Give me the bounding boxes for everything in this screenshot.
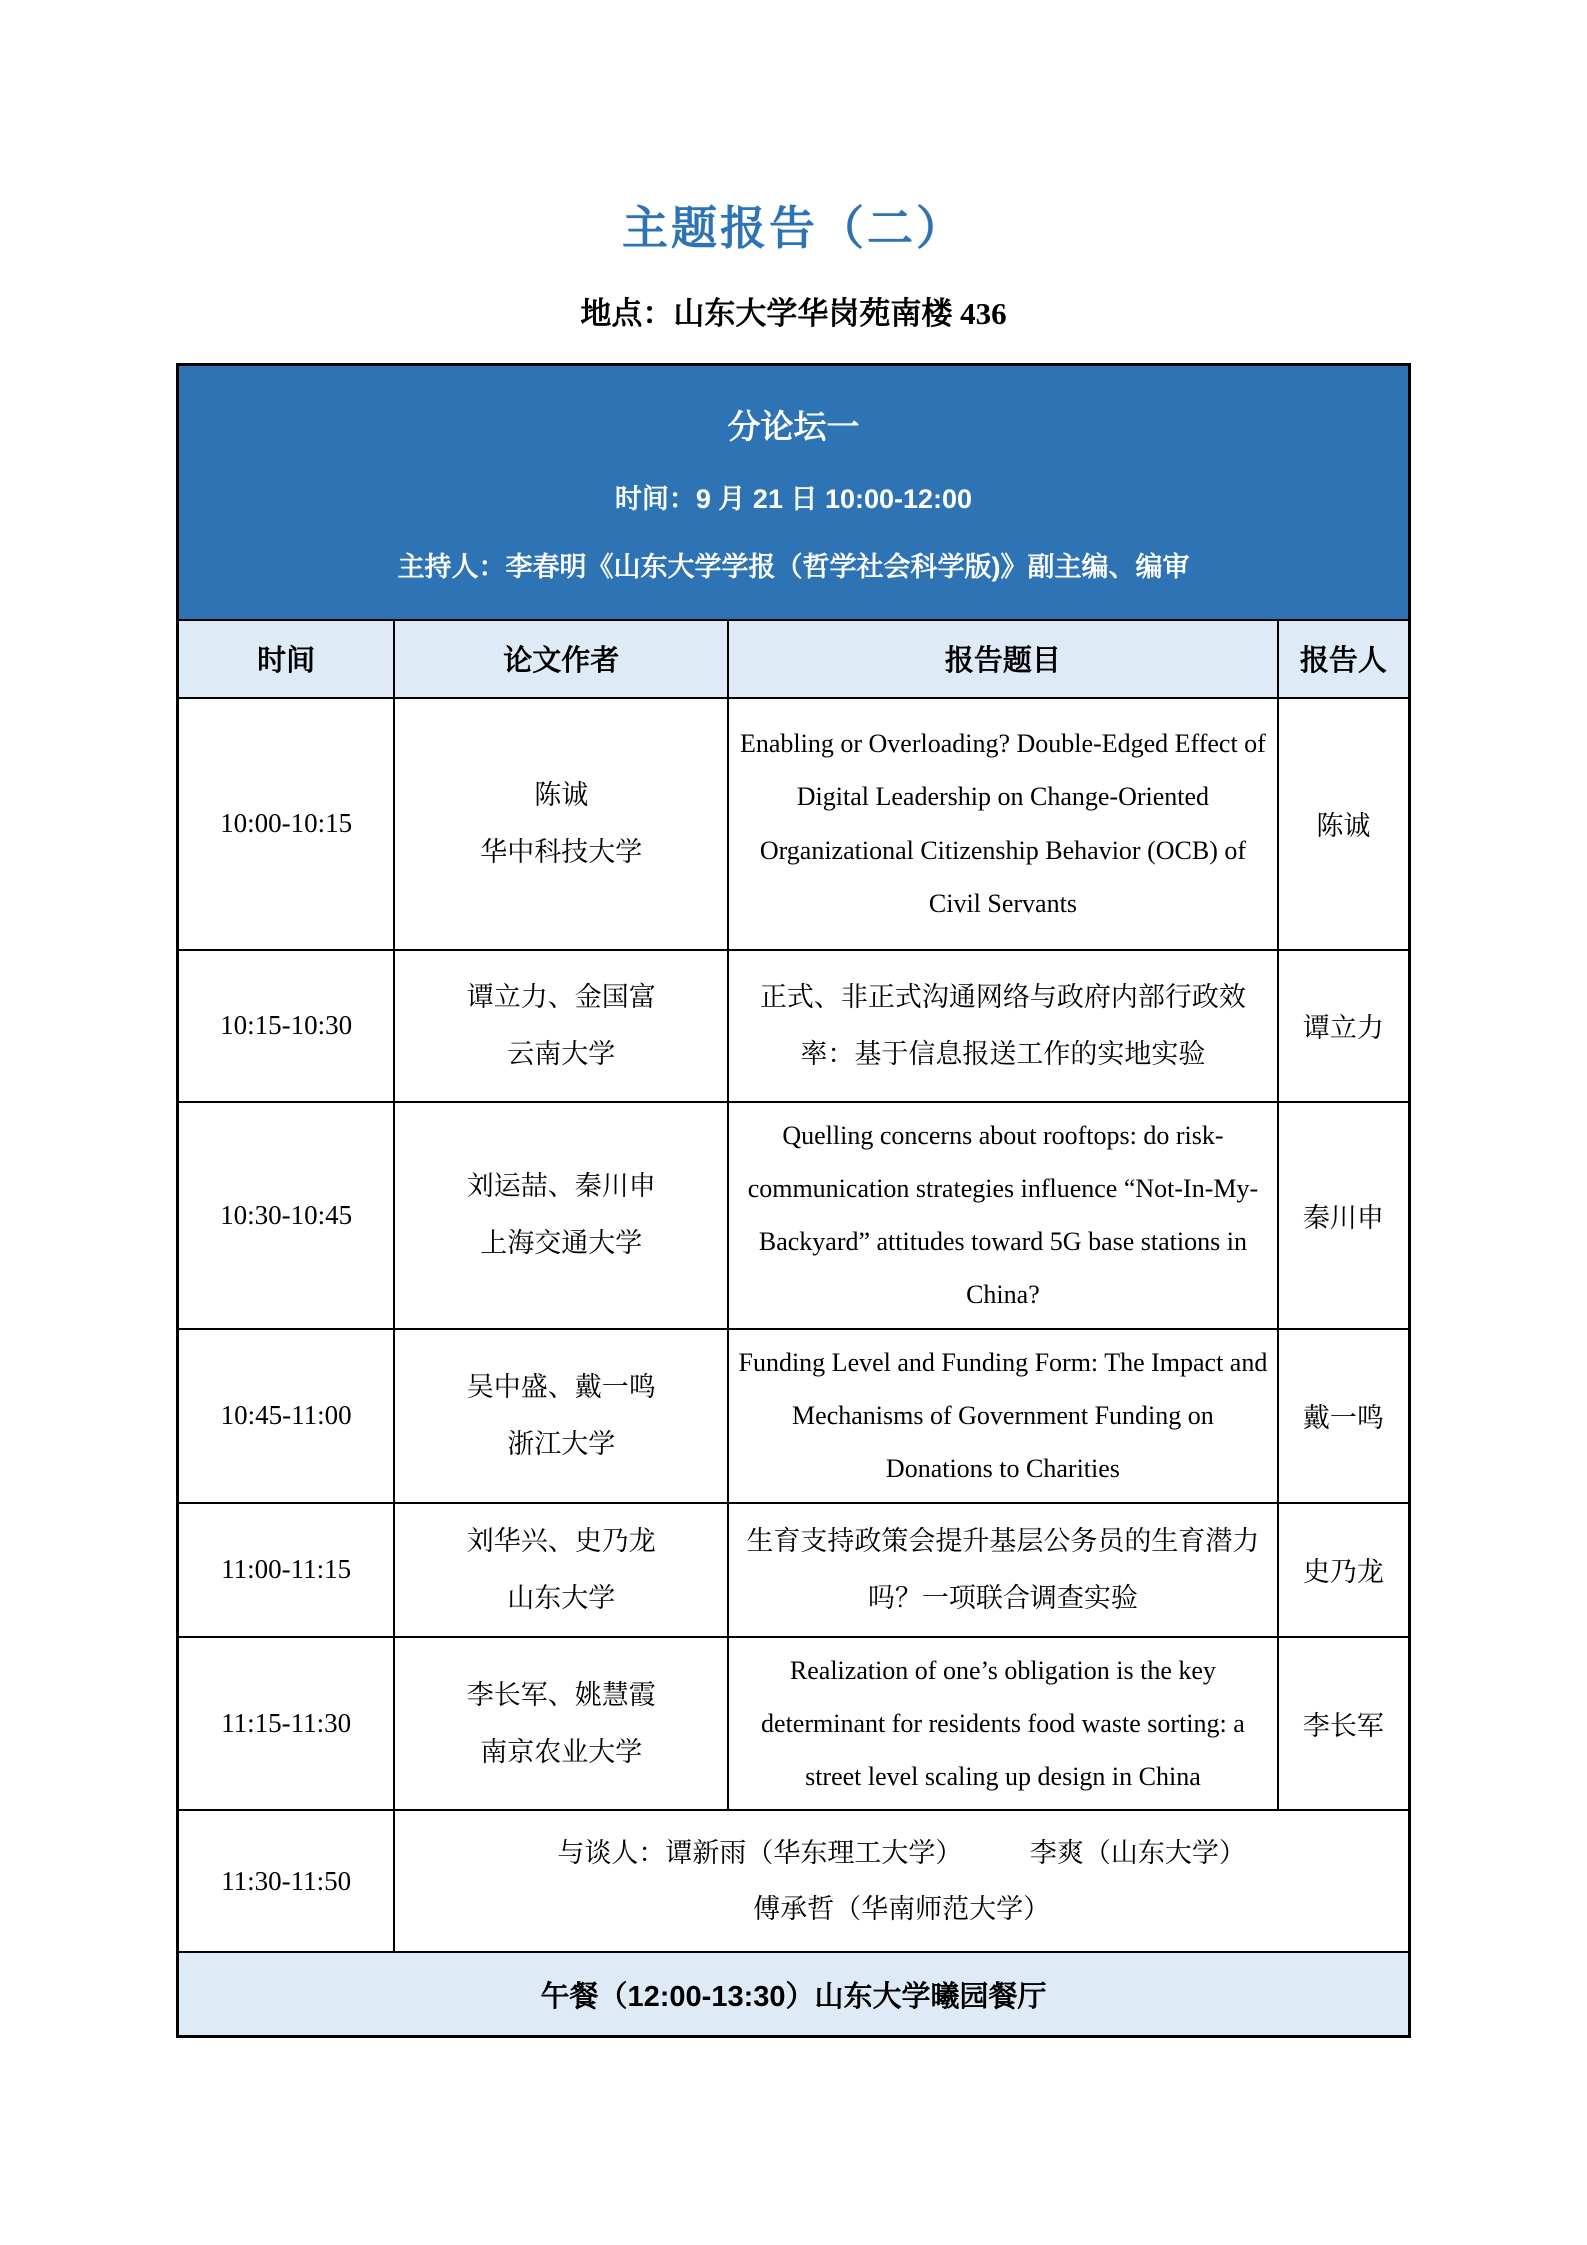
table-row <box>178 950 1410 1102</box>
title-cell: Funding Level and Funding Form: The Impact and Mechanisms of Government Funding on Donations to Charities <box>728 1329 1277 1503</box>
author-names: 谭立力、金国富 <box>466 981 656 1012</box>
time-cell: 10:00-10:15 <box>178 698 395 950</box>
table-row <box>178 1637 1410 1811</box>
table-row <box>178 1503 1410 1637</box>
session-time: 时间：9 月 21 日 10:00-12:00 <box>614 483 973 514</box>
author-names: 陈诚 <box>534 779 589 810</box>
header-presenter: 报告人 <box>1278 620 1410 698</box>
author-affiliation: 山东大学 <box>507 1582 616 1613</box>
presenter-cell: 谭立力 <box>1278 950 1410 1102</box>
table-row <box>178 1329 1410 1503</box>
table-header-row <box>178 620 1410 698</box>
title-cell: Quelling concerns about rooftops: do risk-communication strategies influence “Not-In-My-Backyard” attitudes toward 5G base stations in China? <box>728 1102 1277 1329</box>
time-cell: 11:15-11:30 <box>178 1637 395 1811</box>
authors-cell <box>394 1102 728 1329</box>
presenter-cell: 李长军 <box>1278 1637 1410 1811</box>
authors-cell <box>394 698 728 950</box>
presenter-cell: 史乃龙 <box>1278 1503 1410 1637</box>
time-cell: 10:15-10:30 <box>178 950 395 1102</box>
page-title: 主题报告（二） <box>622 203 965 254</box>
presenter-cell: 戴一鸣 <box>1278 1329 1410 1503</box>
session-banner <box>178 365 1410 620</box>
title-cell: Realization of one’s obligation is the key determinant for residents food waste sorting: a street level scaling up design in China <box>728 1637 1277 1811</box>
presenter-cell: 秦川申 <box>1278 1102 1410 1329</box>
time-cell: 10:30-10:45 <box>178 1102 395 1329</box>
header-time: 时间 <box>178 620 395 698</box>
author-affiliation: 华中科技大学 <box>480 836 643 867</box>
authors-cell <box>394 1637 728 1811</box>
forum-title: 分论坛一 <box>727 407 860 445</box>
presenter-cell: 陈诚 <box>1278 698 1410 950</box>
author-names: 刘运喆、秦川申 <box>466 1171 656 1202</box>
title-cell: Enabling or Overloading? Double-Edged Effect of Digital Leadership on Change-Oriented Organizational Citizenship Behavior (OCB) of Civil Servants <box>728 698 1277 950</box>
schedule-table <box>176 363 1411 2038</box>
table-row <box>178 1102 1410 1329</box>
location-line: 地点：山东大学华岗苑南楼 436 <box>580 296 1007 331</box>
session-host: 主持人：李春明《山东大学学报（哲学社会科学版)》副主编、编审 <box>397 551 1190 582</box>
authors-cell <box>394 1329 728 1503</box>
title-cell: 正式、非正式沟通网络与政府内部行政效率：基于信息报送工作的实地实验 <box>728 950 1277 1102</box>
author-affiliation: 南京农业大学 <box>480 1736 643 1767</box>
lunch-cell: 午餐（12:00-13:30）山东大学曦园餐厅 <box>178 1952 1410 2036</box>
discussants-line-1: 与谈人：谭新雨（华东理工大学） 李爽（山东大学） <box>557 1837 1246 1868</box>
author-affiliation: 上海交通大学 <box>480 1228 643 1259</box>
session-banner-row <box>178 365 1410 620</box>
table-row <box>178 698 1410 950</box>
header-authors: 论文作者 <box>394 620 728 698</box>
lunch-row <box>178 1952 1410 2036</box>
author-names: 吴中盛、戴一鸣 <box>466 1371 656 1402</box>
time-cell: 11:00-11:15 <box>178 1503 395 1637</box>
discussants-cell <box>394 1810 1409 1952</box>
title-cell: 生育支持政策会提升基层公务员的生育潜力吗？一项联合调查实验 <box>728 1503 1277 1637</box>
author-affiliation: 浙江大学 <box>507 1428 616 1459</box>
authors-cell <box>394 1503 728 1637</box>
author-affiliation: 云南大学 <box>507 1038 616 1069</box>
author-names: 李长军、姚慧霞 <box>466 1679 656 1710</box>
time-cell: 11:30-11:50 <box>178 1810 395 1952</box>
discussion-row <box>178 1810 1410 1952</box>
authors-cell <box>394 950 728 1102</box>
time-cell: 10:45-11:00 <box>178 1329 395 1503</box>
discussants-line-2: 傅承哲（华南师范大学） <box>753 1894 1051 1925</box>
author-names: 刘华兴、史乃龙 <box>466 1525 656 1556</box>
header-title: 报告题目 <box>728 620 1277 698</box>
